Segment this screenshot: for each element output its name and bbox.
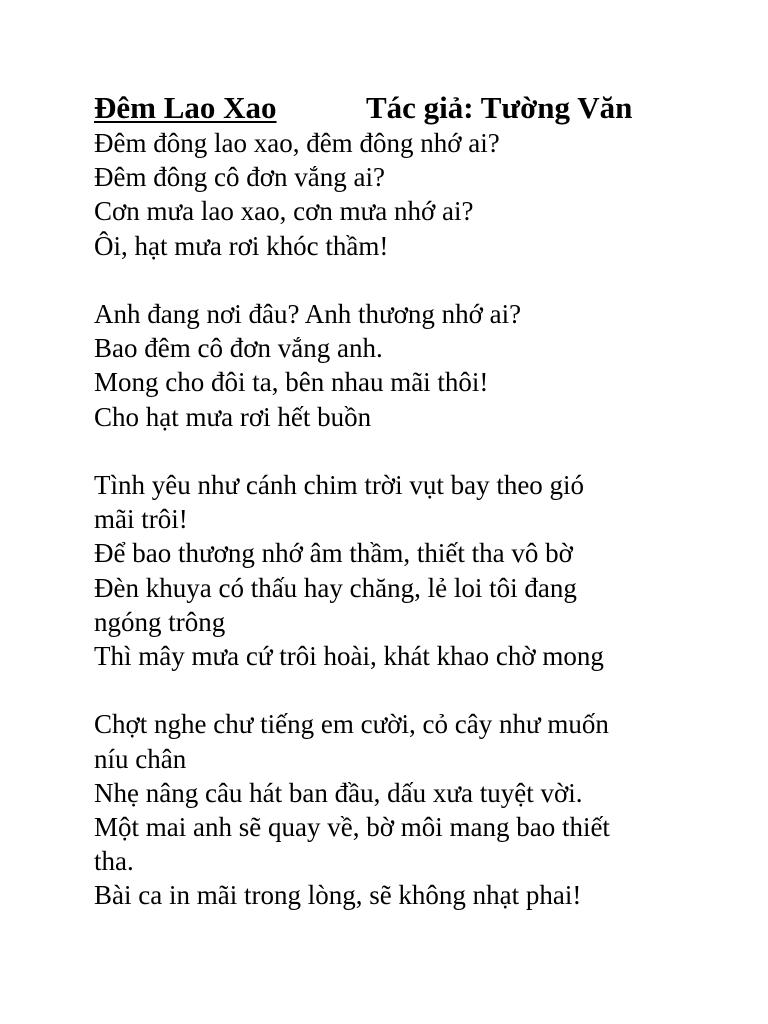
poem-line: Cơn mưa lao xao, cơn mưa nhớ ai? <box>94 196 474 227</box>
poem-line: Bao đêm cô đơn vắng anh. <box>94 333 383 364</box>
poem-line: Đêm đông lao xao, đêm đông nhớ ai? <box>94 128 500 158</box>
poem-line: Đêm đông cô đơn vắng ai? <box>94 162 385 193</box>
stanza-3 <box>94 468 694 673</box>
poem-line: Chợt nghe chư tiếng em cười, cỏ cây như muốn <box>94 709 609 740</box>
stanza-break <box>94 434 694 468</box>
stanza-2 <box>94 297 694 434</box>
poem-line: níu chân <box>94 743 187 774</box>
poem-line: Thì mây mưa cứ trôi hoài, khát khao chờ mong <box>94 641 604 672</box>
poem-line: Anh đang nơi đâu? Anh thương nhớ ai? <box>94 299 522 329</box>
poem-title: Đêm Lao Xao <box>94 90 277 125</box>
stanza-break <box>94 263 694 297</box>
stanza-4 <box>94 707 694 912</box>
poem-line: Để bao thương nhớ âm thầm, thiết tha vô bờ <box>94 538 573 569</box>
poem-line: tha. <box>94 846 134 877</box>
poem-line: mãi trôi! <box>94 504 188 535</box>
poem-line: Một mai anh sẽ quay về, bờ môi mang bao thiết <box>94 812 610 843</box>
poem-line: ngóng trông <box>94 606 226 637</box>
poem-body <box>94 126 694 913</box>
poem-line: Tình yêu như cánh chim trời vụt bay theo gió <box>94 470 585 500</box>
poem-line: Ôi, hạt mưa rơi khóc thầm! <box>94 230 389 261</box>
poem-line: Nhẹ nâng câu hát ban đầu, dấu xưa tuyệt vời. <box>94 777 583 808</box>
title-line <box>94 88 633 128</box>
poem-line: Đèn khuya có thấu hay chăng, lẻ loi tôi đang <box>94 572 577 603</box>
poem-line: Bài ca in mãi trong lòng, sẽ không nhạt phai! <box>94 880 582 911</box>
author-credit: Tác giả: Tường Văn <box>366 90 633 125</box>
poem-line: Mong cho đôi ta, bên nhau mãi thôi! <box>94 367 489 398</box>
poem-line: Cho hạt mưa rơi hết buồn <box>94 401 372 432</box>
stanza-1 <box>94 126 694 263</box>
stanza-break <box>94 673 694 707</box>
